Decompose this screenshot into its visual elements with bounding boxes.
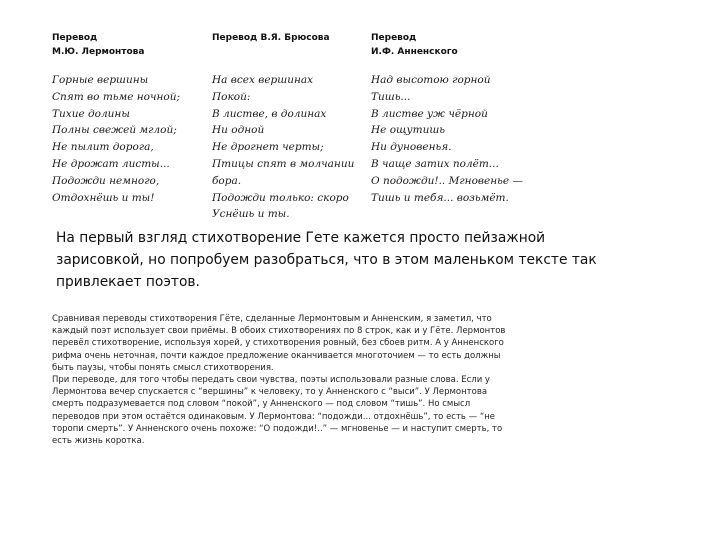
poem-line: бора.: [212, 174, 242, 187]
header-line: М.Ю. Лермонтова: [52, 47, 145, 57]
poem-line: Не ощутишь: [371, 124, 446, 137]
poem-line: В листве, в долинах: [212, 107, 327, 120]
poem-bryusov: [212, 72, 354, 223]
intro-paragraph: [56, 227, 656, 293]
column-header-annensky: [371, 31, 458, 59]
header-line: Перевод В.Я. Брюсова: [212, 33, 330, 43]
poem-line: На всех вершинах: [212, 74, 314, 86]
poem-line: Уснёшь и ты.: [212, 208, 290, 221]
analysis-paragraph: [52, 313, 612, 447]
poem-line: Подожди только: скоро: [212, 191, 349, 204]
poem-line: Не дрожат листы...: [52, 157, 170, 170]
poem-line: Тишь и тебя... возьмёт.: [371, 191, 509, 204]
poem-line: Тишь...: [371, 90, 411, 103]
analysis-line: Лермонтова вечер спускается с “вершины” к человеку, то у Анненского с “выси”. У Лермонтова: [52, 387, 488, 398]
poem-line: Полны свежей мглой;: [52, 124, 177, 137]
poem-line: Не пылит дорога,: [52, 141, 154, 154]
poem-line: Птицы спят в молчании: [212, 157, 355, 170]
poem-line: Ни дуновенья.: [371, 141, 452, 154]
intro-line: зарисовкой, но попробуем разобраться, что в этом маленьком тексте так: [56, 252, 597, 268]
poem-line: Над высотою горной: [371, 74, 491, 86]
header-line: Перевод: [371, 33, 417, 43]
analysis-line: каждый поэт использует свои приёмы. В обоих стихотворениях по 8 строк, как и у Гёте. Лермонтов: [52, 326, 506, 337]
analysis-line: смерть подразумевается под словом “покой”, у Анненского — под словом “тишь”. Но смысл: [52, 399, 471, 410]
poem-line: Ни одной: [212, 124, 265, 137]
analysis-line: Сравнивая переводы стихотворения Гёте, сделанные Лермонтовым и Анненским, я заметил, что: [52, 314, 492, 324]
poem-line: В чаще затих полёт...: [371, 157, 499, 170]
poem-lermontov: [52, 72, 180, 206]
poem-line: О подожди!.. Мгновенье —: [371, 174, 523, 187]
intro-line: привлекает поэтов.: [56, 274, 200, 290]
poem-line: Отдохнёшь и ты!: [52, 191, 155, 204]
poem-line: Горные вершины: [52, 74, 149, 86]
poem-line: Покой:: [212, 90, 251, 103]
analysis-line: рифма очень неточная, почти каждое предложение оканчивается многоточием — то есть должны: [52, 350, 501, 361]
analysis-line: При переводе, для того чтобы передать свои чувства, поэты использовали разные слова. Если у: [52, 375, 490, 386]
column-header-lermontov: [52, 31, 144, 59]
header-line: Перевод: [52, 33, 98, 43]
poem-line: Подожди немного,: [52, 174, 160, 187]
poem-line: Не дрогнет черты;: [212, 141, 324, 154]
poem-line: Тихие долины: [52, 107, 130, 120]
poem-line: В листве уж чёрной: [371, 107, 488, 120]
poem-line: Спят во тьме ночной;: [52, 90, 181, 103]
intro-line: На первый взгляд стихотворение Гете кажется просто пейзажной: [56, 230, 546, 246]
analysis-line: торопи смерть”. У Анненского очень похоже: “О подожди!..” — мгновенье — и наступит смерть, то: [52, 423, 503, 434]
column-header-bryusov: [212, 31, 330, 45]
header-line: И.Ф. Анненского: [371, 47, 458, 57]
analysis-line: есть жизнь коротка.: [52, 436, 145, 447]
analysis-line: перевёл стихотворение, используя хорей, у стихотворения ровный, без сбоев ритм. А у Анненского: [52, 338, 504, 349]
analysis-line: переводов при этом остаётся одинаковым. У Лермонтова: “подожди... отдохнёшь”, то есть — “не: [52, 411, 496, 422]
analysis-line: быть паузы, чтобы понять смысл стихотворения.: [52, 362, 274, 373]
poem-annensky: [371, 72, 523, 206]
